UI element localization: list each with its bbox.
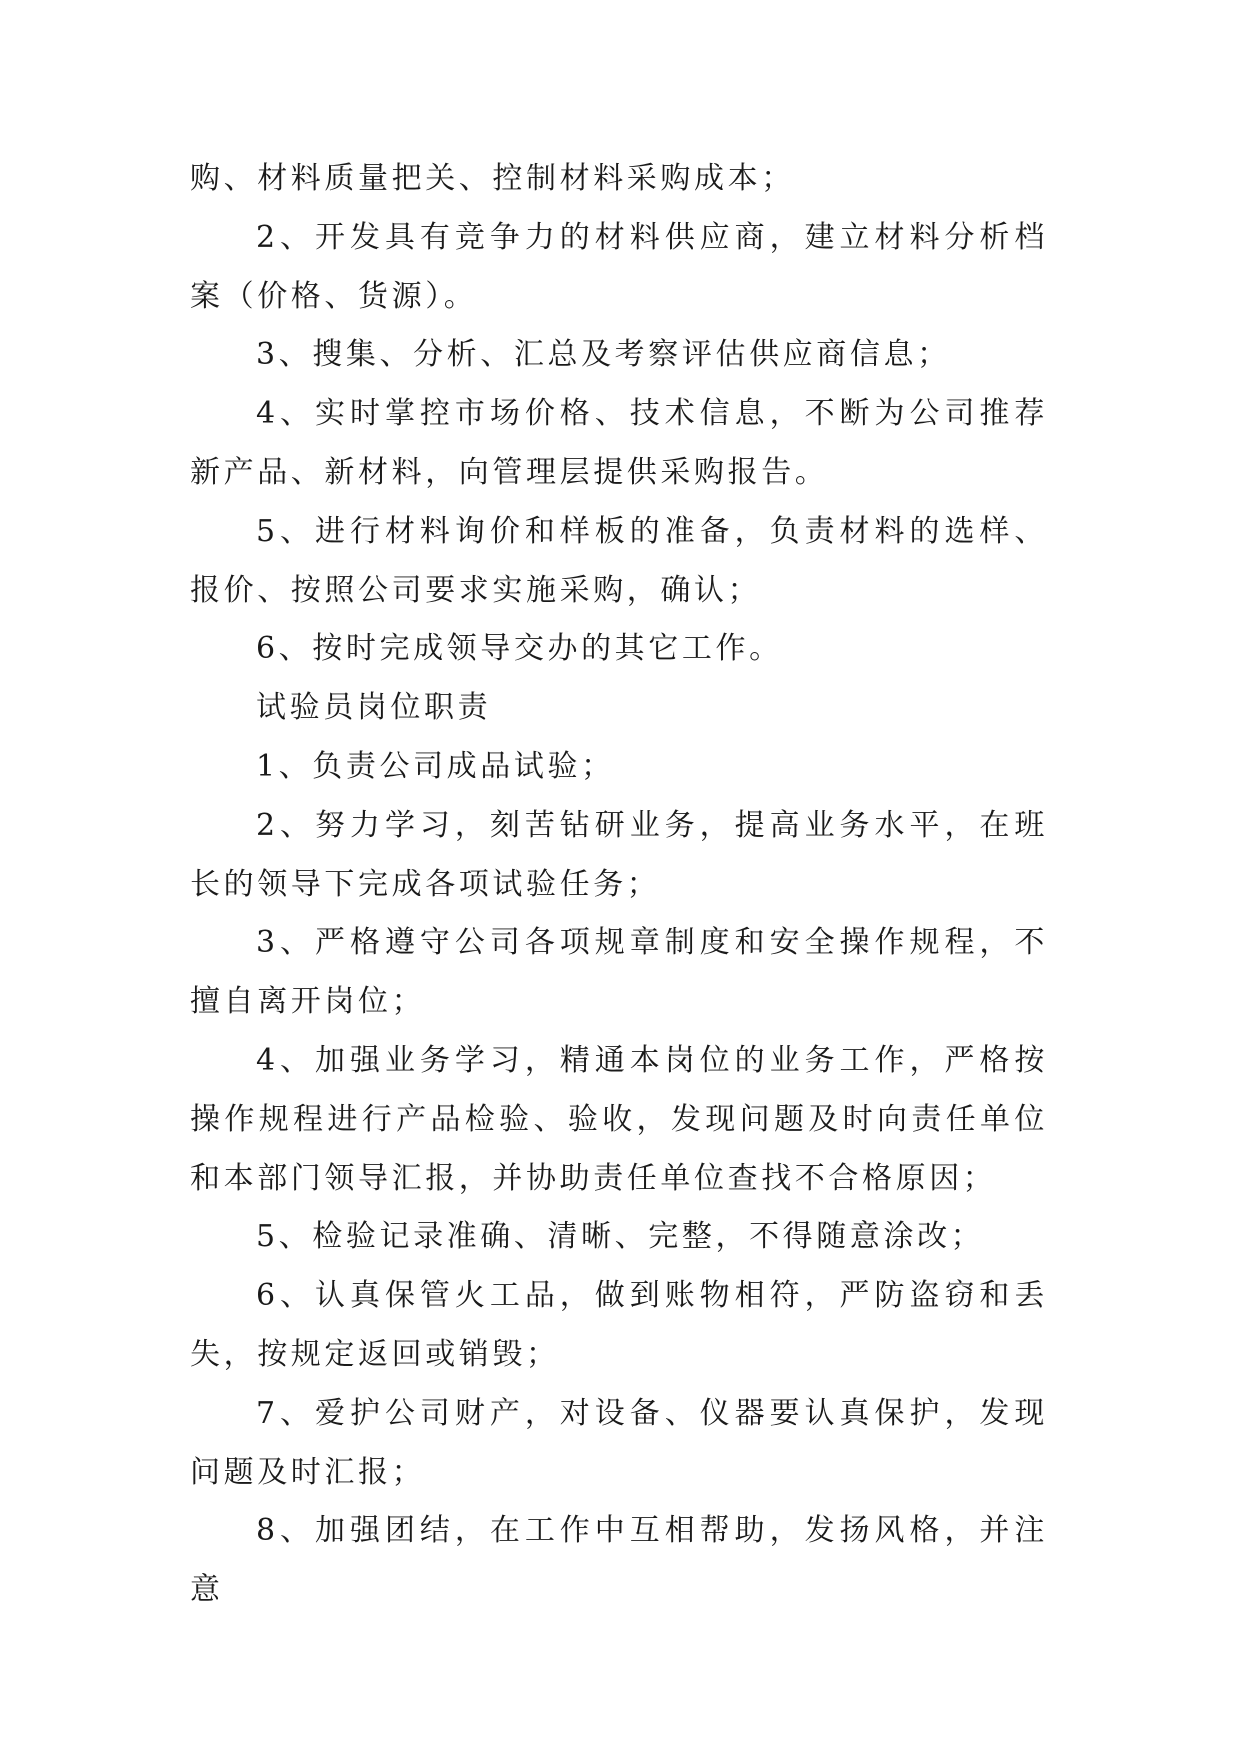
- paragraph-tester-item-5: 5、检验记录准确、清晰、完整，不得随意涂改；: [256, 1219, 985, 1255]
- paragraph-tester-item-6: 6、认真保管火工品，做到账物相符，严防盗窃和丢失，按规定返回或销毁；: [190, 1278, 1048, 1372]
- paragraph-tester-item-8: 8、加强团结，在工作中互相帮助，发扬风格，并注意: [190, 1513, 1048, 1608]
- document-page: [190, 150, 1048, 1620]
- paragraph-item-3-collect: 3、搜集、分析、汇总及考察评估供应商信息；: [256, 337, 951, 373]
- paragraph-tester-item-4: 4、加强业务学习，精通本岗位的业务工作，严格按操作规程进行产品检验、验收，发现问题及时向责任单位和本部门领导汇报，并协助责任单位查找不合格原因；: [190, 1042, 1048, 1196]
- paragraph-item-4-market: 4、实时掌控市场价格、技术信息，不断为公司推荐新产品、新材料，向管理层提供采购报告。: [190, 396, 1048, 490]
- paragraph-continuation: 购、材料质量把关、控制材料采购成本；: [190, 161, 795, 196]
- section-heading-tester-duties: 试验员岗位职责: [256, 690, 492, 726]
- paragraph-item-2-supplier: 2、开发具有竞争力的材料供应商，建立材料分析档案（价格、货源）。: [190, 219, 1048, 314]
- paragraph-tester-item-2: 2、努力学习，刻苦钻研业务，提高业务水平，在班长的领导下完成各项试验任务；: [190, 807, 1048, 902]
- paragraph-tester-item-1: 1、负责公司成品试验；: [256, 748, 615, 784]
- paragraph-item-5-inquiry: 5、进行材料询价和样板的准备，负责材料的选样、报价、按照公司要求实施采购，确认；: [190, 513, 1048, 608]
- paragraph-tester-item-3: 3、严格遵守公司各项规章制度和安全操作规程，不擅自离开岗位；: [190, 925, 1048, 1020]
- paragraph-item-6-tasks: 6、按时完成领导交办的其它工作。: [256, 631, 783, 667]
- paragraph-tester-item-7: 7、爱护公司财产，对设备、仪器要认真保护，发现问题及时汇报；: [190, 1395, 1048, 1490]
